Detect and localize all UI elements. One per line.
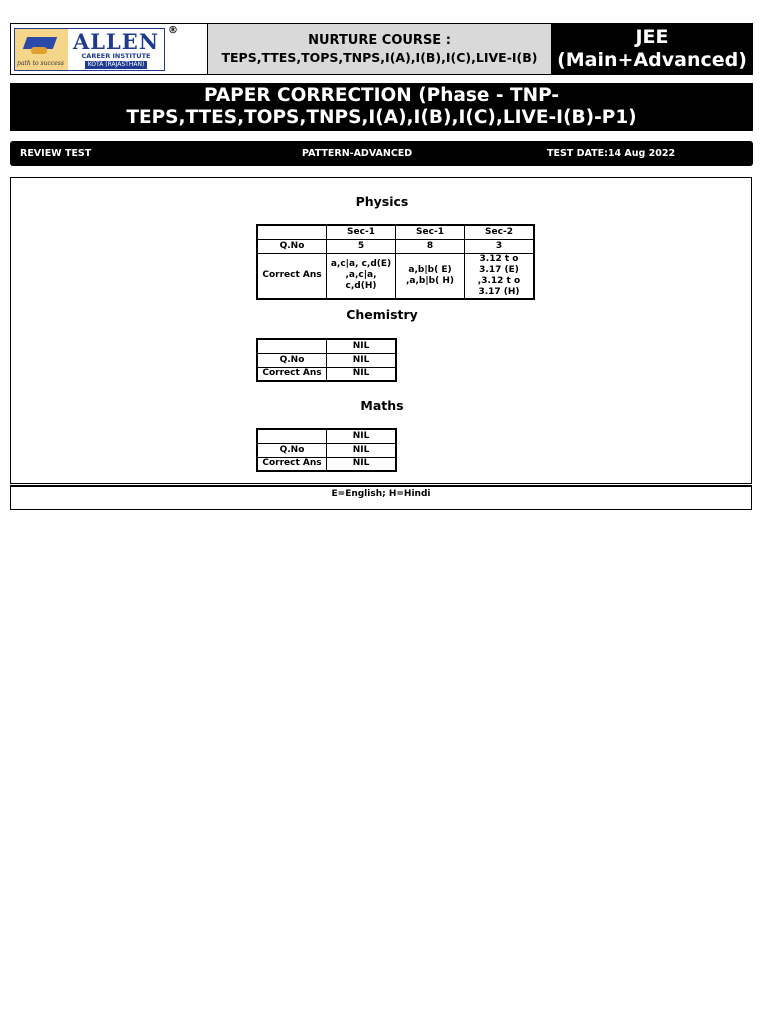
table-cell: a,b|b( E) ,a,b|b( H) bbox=[396, 253, 465, 299]
graduation-cap-icon bbox=[15, 29, 68, 70]
maths-heading: Maths bbox=[360, 398, 404, 413]
table-cell: 8 bbox=[396, 239, 465, 253]
table-cell bbox=[257, 429, 327, 443]
table-cell: 3 bbox=[465, 239, 535, 253]
page-title bbox=[10, 83, 753, 131]
test-date: TEST DATE:14 Aug 2022 bbox=[547, 148, 676, 159]
table-row bbox=[257, 339, 396, 353]
table-cell: Correct Ans bbox=[257, 253, 327, 299]
answer-content bbox=[10, 177, 752, 484]
table-row bbox=[257, 443, 396, 457]
header-row bbox=[10, 23, 753, 75]
table-cell: NIL bbox=[327, 367, 397, 381]
table-row bbox=[257, 225, 534, 239]
table-cell: Q.No bbox=[257, 443, 327, 457]
table-cell: a,c|a, c,d(E) ,a,c|a, c,d(H) bbox=[327, 253, 396, 299]
registered-mark: ® bbox=[168, 25, 178, 36]
table-cell: 5 bbox=[327, 239, 396, 253]
table-cell: NIL bbox=[327, 457, 397, 471]
logo-cell bbox=[11, 24, 208, 74]
table-cell: Sec-2 bbox=[465, 225, 535, 239]
table-cell: Sec-1 bbox=[327, 225, 396, 239]
table-cell: Q.No bbox=[257, 353, 327, 367]
table-row bbox=[257, 353, 396, 367]
physics-table bbox=[256, 224, 535, 300]
table-cell: NIL bbox=[327, 443, 397, 457]
title-line-1: PAPER CORRECTION (Phase - TNP- bbox=[203, 85, 560, 106]
title-line-2: TEPS,TTES,TOPS,TNPS,I(A),I(B),I(C),LIVE-I(B)-P1) bbox=[126, 107, 637, 128]
test-pattern: PATTERN-ADVANCED bbox=[302, 148, 413, 159]
allen-logo bbox=[14, 28, 165, 71]
chemistry-table bbox=[256, 338, 397, 382]
course-label: NURTURE COURSE : bbox=[308, 33, 451, 48]
table-row bbox=[257, 367, 396, 381]
logo-name: ALLEN bbox=[72, 28, 160, 54]
table-cell bbox=[257, 225, 327, 239]
table-cell: NIL bbox=[327, 339, 397, 353]
table-cell bbox=[257, 339, 327, 353]
table-cell: Sec-1 bbox=[396, 225, 465, 239]
table-cell: Correct Ans bbox=[257, 367, 327, 381]
table-row bbox=[257, 239, 534, 253]
physics-heading: Physics bbox=[355, 194, 409, 209]
exam-type: (Main+Advanced) bbox=[557, 49, 747, 71]
exam-cell bbox=[552, 24, 752, 74]
table-cell: Q.No bbox=[257, 239, 327, 253]
maths-table bbox=[256, 428, 397, 472]
test-info-bar bbox=[10, 141, 753, 166]
table-cell: Correct Ans bbox=[257, 457, 327, 471]
course-cell bbox=[208, 24, 552, 74]
test-type: REVIEW TEST bbox=[20, 148, 92, 159]
logo-tagline: path to success bbox=[17, 60, 64, 67]
table-cell: NIL bbox=[327, 353, 397, 367]
exam-name: JEE bbox=[635, 26, 669, 48]
language-note: E=English; H=Hindi bbox=[10, 485, 752, 510]
chemistry-heading: Chemistry bbox=[346, 307, 418, 322]
course-batches: TEPS,TTES,TOPS,TNPS,I(A),I(B),I(C),LIVE-I(B) bbox=[221, 50, 538, 65]
table-row bbox=[257, 457, 396, 471]
logo-city: KOTA (RAJASTHAN) bbox=[85, 61, 148, 69]
table-cell: NIL bbox=[327, 429, 397, 443]
table-row bbox=[257, 429, 396, 443]
table-row bbox=[257, 253, 534, 299]
logo-subtitle: CAREER INSTITUTE bbox=[81, 51, 151, 60]
table-cell: 3.12 t o 3.17 (E) ,3.12 t o 3.17 (H) bbox=[465, 253, 535, 299]
